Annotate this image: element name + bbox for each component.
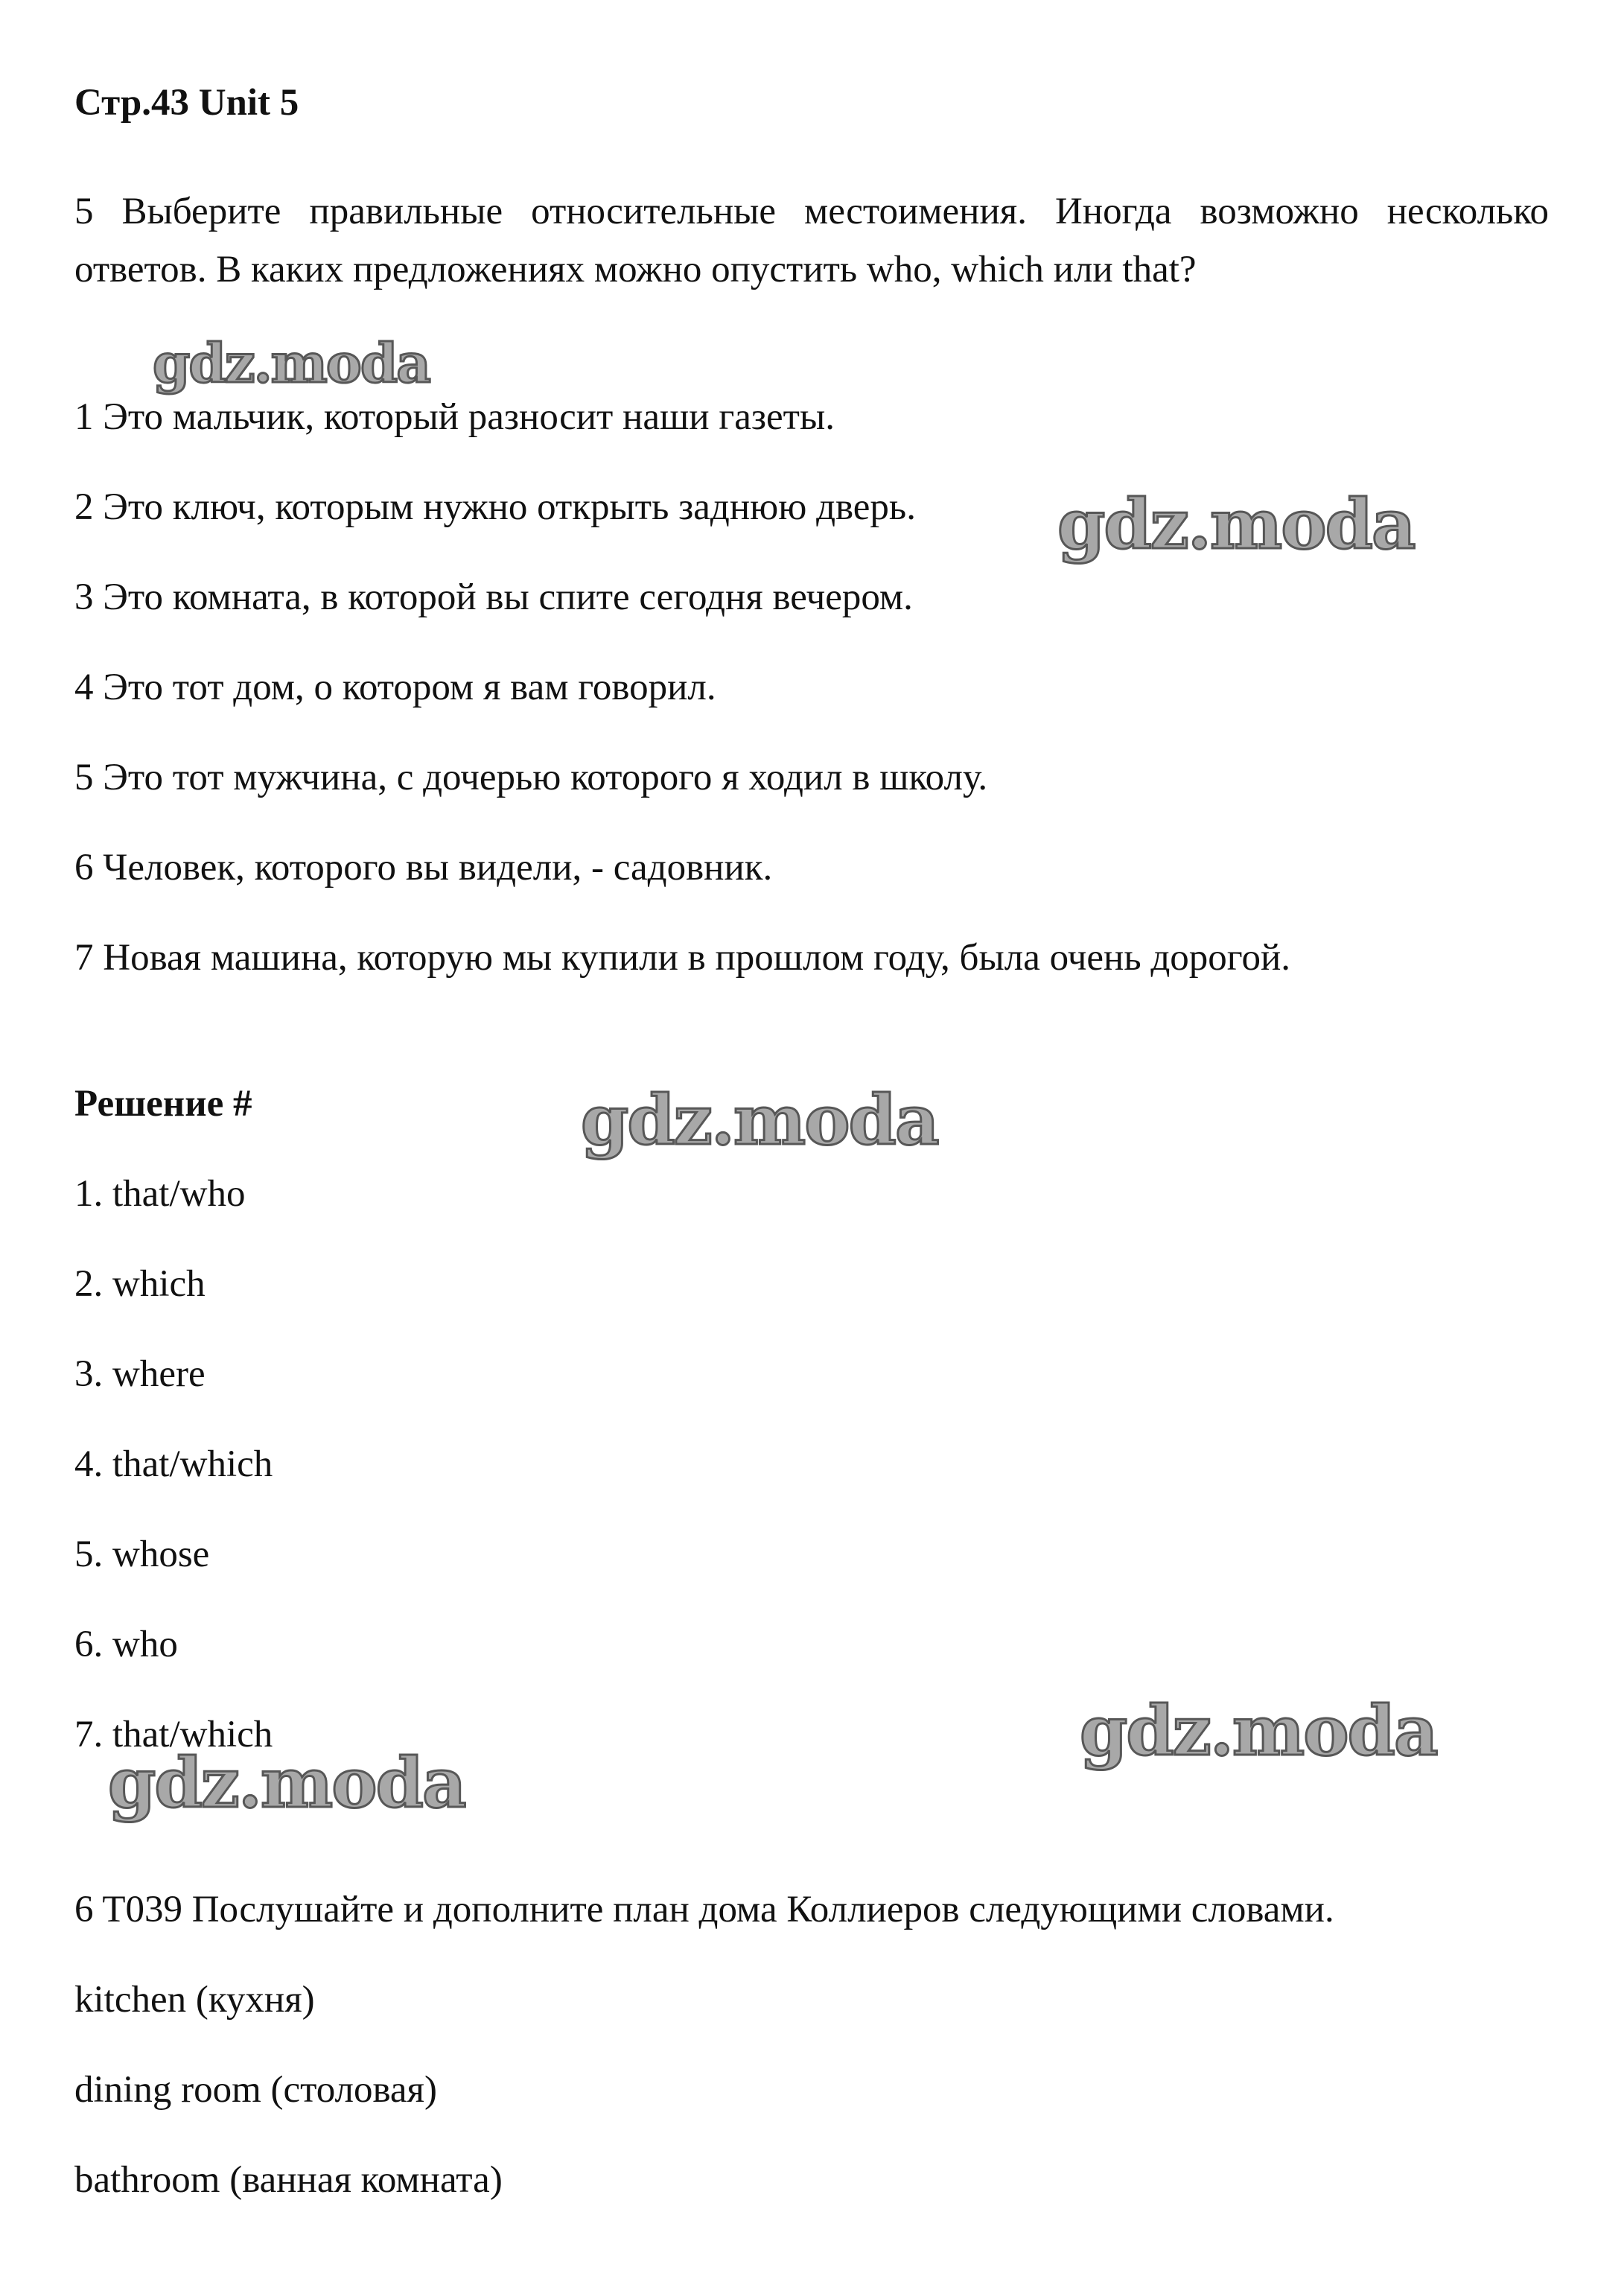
task6-word-1: kitchen (кухня) xyxy=(74,1979,315,2021)
answer-6: 6. who xyxy=(74,1624,178,1665)
watermark-logo: gdz.moda xyxy=(1080,1691,1437,1771)
task5-sentence-5: 5 Это тот мужчина, с дочерью которого я ходил в школу. xyxy=(74,757,988,798)
page-title: Стр.43 Unit 5 xyxy=(74,82,299,124)
task5-sentence-4: 4 Это тот дом, о котором я вам говорил. xyxy=(74,667,716,708)
watermark-logo: gdz.moda xyxy=(108,1743,465,1823)
task6-instruction: 6 T039 Послушайте и дополните план дома Коллиеров следующими словами. xyxy=(74,1889,1334,1930)
watermark-logo: gdz.moda xyxy=(1057,484,1415,565)
task5-sentence-2: 2 Это ключ, которым нужно открыть заднюю дверь. xyxy=(74,486,916,528)
task5-sentence-7: 7 Новая машина, которую мы купили в прошлом году, была очень дорогой. xyxy=(74,937,1290,979)
answer-7: 7. that/which xyxy=(74,1714,273,1755)
task5-sentence-3: 3 Это комната, в которой вы спите сегодня вечером. xyxy=(74,576,913,618)
task6-word-2: dining room (столовая) xyxy=(74,2069,437,2111)
task5-sentence-6: 6 Человек, которого вы видели, - садовник. xyxy=(74,847,773,889)
answer-5: 5. whose xyxy=(74,1533,210,1575)
task6-word-3: bathroom (ванная комната) xyxy=(74,2159,503,2201)
solution-heading: Решение # xyxy=(74,1083,252,1125)
answer-4: 4. that/which xyxy=(74,1443,273,1485)
watermark-logo: gdz.moda xyxy=(581,1080,938,1160)
answer-3: 3. where xyxy=(74,1353,206,1395)
task5-instruction: 5 Выберите правильные относительные местоимения. Иногда возможно несколько ответов. В каких предложениях можно опустить who, which или that? xyxy=(74,191,1549,290)
answer-2: 2. which xyxy=(74,1263,206,1305)
answer-1: 1. that/who xyxy=(74,1173,246,1215)
watermark-logo: gdz.moda xyxy=(153,331,430,395)
task5-sentence-1: 1 Это мальчик, который разносит наши газеты. xyxy=(74,396,835,438)
